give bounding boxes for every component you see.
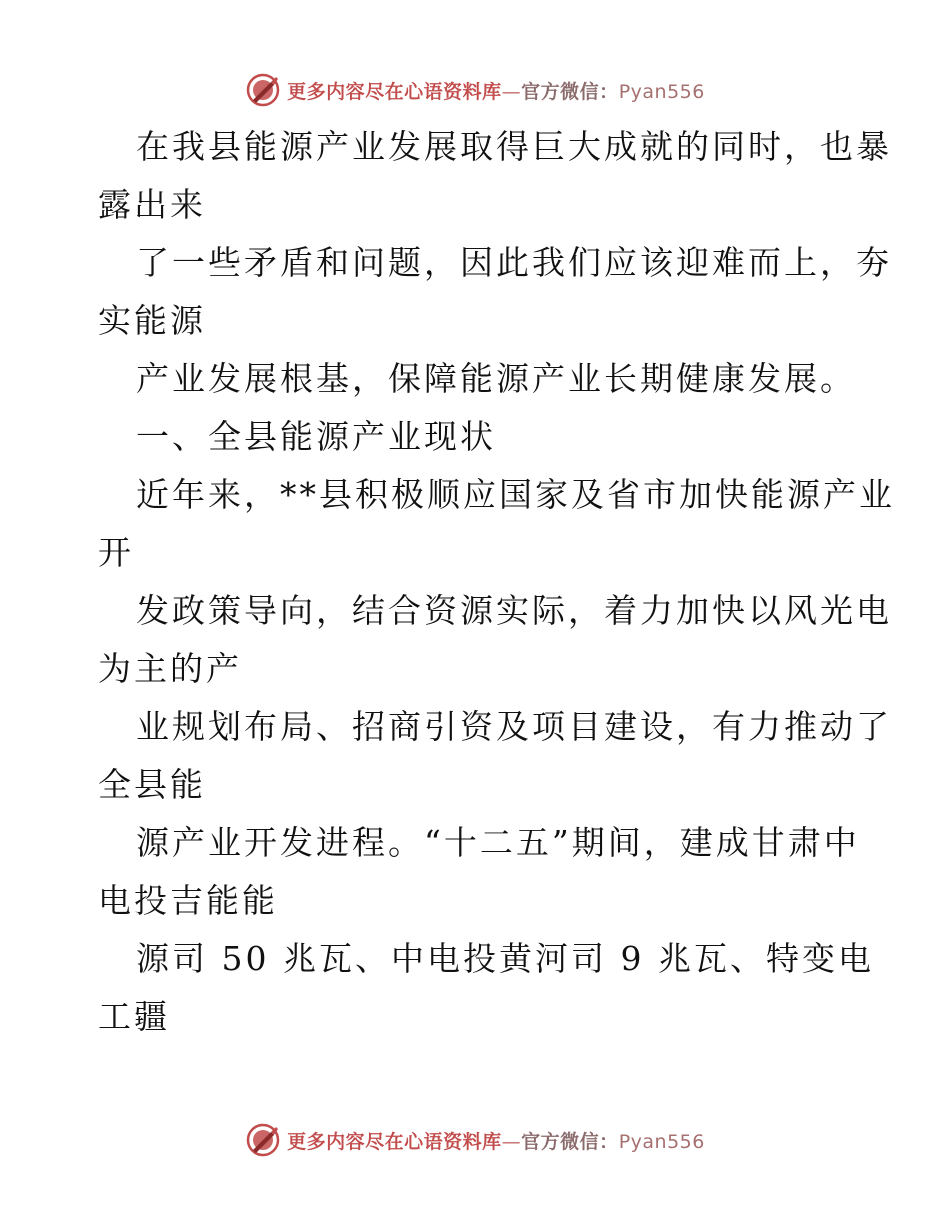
watermark-wechat-id: Pyan556 xyxy=(618,80,705,103)
watermark-text xyxy=(287,1127,705,1154)
watermark-wechat-id: Pyan556 xyxy=(618,1130,705,1153)
document-body xyxy=(98,118,895,1046)
text-line: 源产业开发进程。“十二五”期间，建成甘肃中 xyxy=(136,823,860,862)
watermark-brand: 更多内容尽在心语资料库 xyxy=(287,80,502,103)
text-line: 一、全县能源产业现状 xyxy=(136,417,496,456)
text-line: 了一些矛盾和问题，因此我们应该迎难而上，夯 xyxy=(136,243,892,282)
text-line: 全县能 xyxy=(98,765,206,804)
text-line: 露出来 xyxy=(98,185,206,224)
text-line: 开 xyxy=(98,533,134,572)
watermark-separator: — xyxy=(501,1130,522,1153)
text-line: 近年来，**县积极顺应国家及省市加快能源产业 xyxy=(136,475,895,514)
text-line: 产业发展根基，保障能源产业长期健康发展。 xyxy=(136,359,856,398)
header-watermark xyxy=(0,70,950,110)
watermark-official-label: 官方微信： xyxy=(521,80,619,103)
watermark-official-label: 官方微信： xyxy=(521,1130,619,1153)
text-line: 业规划布局、招商引资及项目建设，有力推动了 xyxy=(136,707,892,746)
text-line: 工疆 xyxy=(98,997,170,1036)
text-line: 电投吉能能 xyxy=(98,881,278,920)
watermark-brand: 更多内容尽在心语资料库 xyxy=(287,1130,502,1153)
text-line: 为主的产 xyxy=(98,649,242,688)
watermark-text xyxy=(287,77,705,104)
text-line: 在我县能源产业发展取得巨大成就的同时，也暴 xyxy=(136,127,892,166)
text-line: 实能源 xyxy=(98,301,206,340)
footer-watermark xyxy=(0,1120,950,1160)
quill-pen-seal-icon xyxy=(245,72,281,108)
quill-pen-seal-icon xyxy=(245,1122,281,1158)
watermark-separator: — xyxy=(501,80,522,103)
text-line: 源司 50 兆瓦、中电投黄河司 9 兆瓦、特变电 xyxy=(136,939,874,978)
text-line: 发政策导向，结合资源实际，着力加快以风光电 xyxy=(136,591,892,630)
